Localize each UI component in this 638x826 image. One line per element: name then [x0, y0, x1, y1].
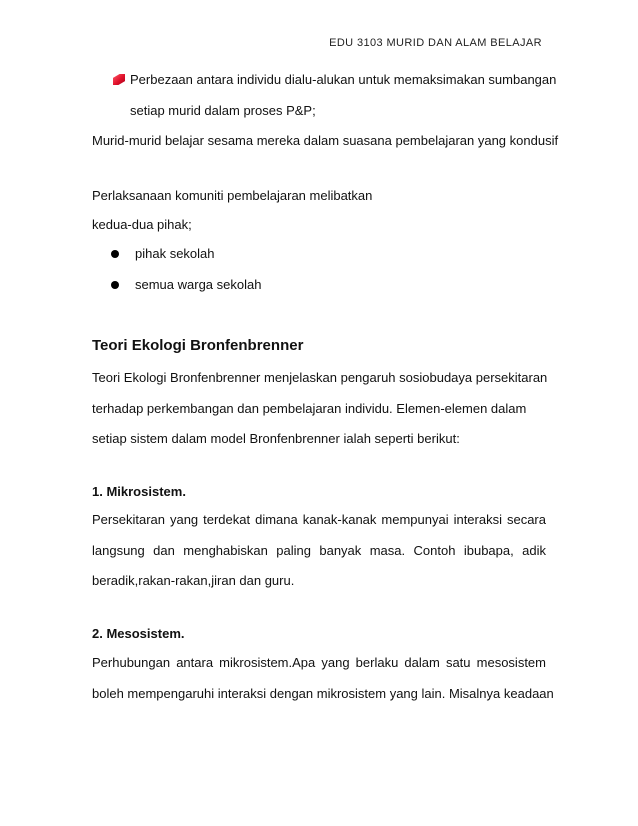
section-paragraph-line: terhadap perkembangan dan pembelajaran individu. Elemen-elemen dalam: [92, 401, 527, 416]
mikro-paragraph-line: beradik,rakan-rakan,jiran dan guru.: [92, 573, 295, 588]
mikro-paragraph-line: langsung dan menghabiskan paling banyak masa. Contoh ibubapa, adik: [92, 543, 546, 558]
list-item-line2: setiap murid dalam proses P&P;: [130, 103, 316, 118]
paragraph-kondusif: Murid-murid belajar sesama mereka dalam suasana pembelajaran yang kondusif: [92, 133, 559, 148]
meso-paragraph-line: Perhubungan antara mikrosistem.Apa yang berlaku dalam satu mesosistem: [92, 655, 546, 670]
section-paragraph-line: Teori Ekologi Bronfenbrenner menjelaskan pengaruh sosiobudaya persekitaran: [92, 370, 548, 385]
paragraph-komuniti-line2: kedua-dua pihak;: [92, 217, 192, 232]
list-item-line1: Perbezaan antara individu dialu-alukan untuk memaksimakan sumbangan: [130, 72, 557, 87]
black-dot-bullet-icon: [111, 281, 119, 289]
subheading-mesosistem: 2. Mesosistem.: [92, 626, 185, 641]
subheading-mikrosistem: 1. Mikrosistem.: [92, 484, 186, 499]
meso-paragraph-line: boleh mempengaruhi interaksi dengan mikrosistem yang lain. Misalnya keadaan: [92, 686, 554, 701]
mikro-paragraph-line: Persekitaran yang terdekat dimana kanak-kanak mempunyai interaksi secara: [92, 512, 546, 527]
red-flag-bullet-icon: [113, 74, 125, 85]
black-dot-bullet-icon: [111, 250, 119, 258]
bullet-item: semua warga sekolah: [135, 277, 262, 292]
running-header: EDU 3103 MURID DAN ALAM BELAJAR: [329, 37, 542, 49]
section-paragraph-line: setiap sistem dalam model Bronfenbrenner ialah seperti berikut:: [92, 431, 460, 446]
paragraph-komuniti-line1: Perlaksanaan komuniti pembelajaran melibatkan: [92, 188, 373, 203]
bullet-item: pihak sekolah: [135, 246, 215, 261]
section-heading: Teori Ekologi Bronfenbrenner: [92, 337, 304, 354]
